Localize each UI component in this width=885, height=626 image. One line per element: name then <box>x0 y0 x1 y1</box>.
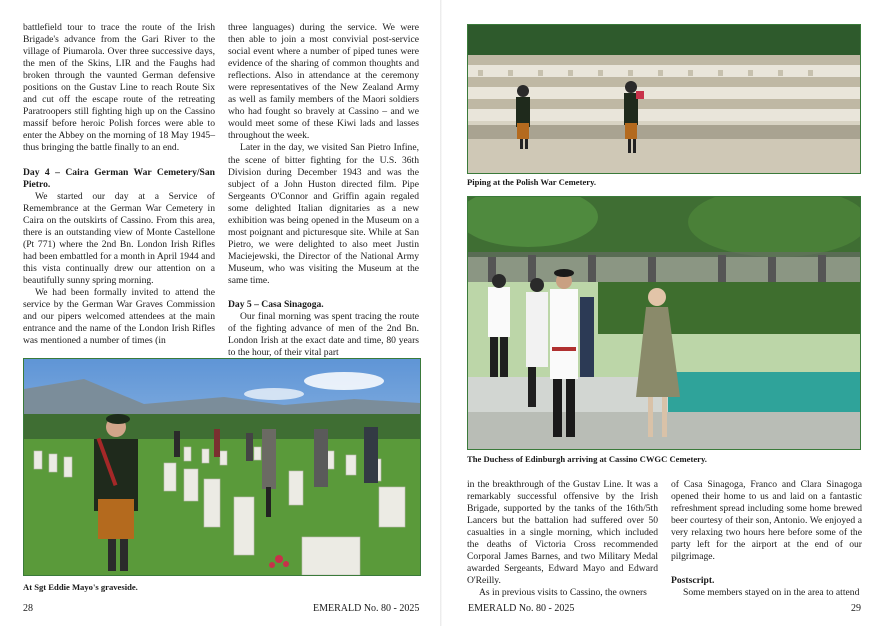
right-column-2 <box>671 479 862 599</box>
left-page-number: 28 <box>23 603 33 614</box>
polish-cemetery-photo <box>467 24 861 174</box>
day5-paragraph: Our final morning was spent tracing the route of the fighting advance of men of the 2nd Bn. London Irish at the exact date and time, 80 years to the hour, of their vital part <box>228 311 419 359</box>
postscript-paragraph: Some members stayed on in the area to attend <box>683 587 860 599</box>
casa-sinagoga-paragraph: As in previous visits to Cassino, the owners <box>479 587 647 599</box>
day4-paragraph-2: We had been formally invited to attend the service by the German War Graves Commission and our pipers welcomed attendees at the main entrance and the name of the London Irish Rifles was mentioned a number of times (in <box>23 286 215 347</box>
day4-heading: Day 4 – Caira German War Cemetery/San Pietro. <box>23 166 215 190</box>
right-col2-continued-paragraph: of Casa Sinagoga, Franco and Clara Sinagoga opened their home to us and laid on a fantastic refreshment spread including some home brewed beer courtesy of their son, Antonio. We enjoyed a very relaxing two hours here before some of the party left for the airport at the end of our pilgrimage. <box>671 479 862 563</box>
left-column-2 <box>228 22 419 359</box>
right-page-number: 29 <box>851 603 861 614</box>
right-col1-continued-paragraph: in the breakthrough of the Gustav Line. It was a remarkably successful offensive by the Irish Brigade, supported by the tanks of the 16th/5th Lancers but the battalion had suffered over 50 casualties in a single morning, which included the deaths of Victoria Cross recommended Corporal James Barnes, and two Military Medal awarded Sergeants, Edward Mayo and Edward O'Reilly. <box>467 479 658 587</box>
day5-heading: Day 5 – Casa Sinagoga. <box>228 299 324 311</box>
duchess-caption: The Duchess of Edinburgh arriving at Cassino CWGC Cemetery. <box>467 454 707 464</box>
polish-cemetery-caption: Piping at the Polish War Cemetery. <box>467 177 597 187</box>
postscript-heading: Postscript. <box>671 575 715 587</box>
left-page <box>0 0 441 626</box>
left-col2-continued-paragraph: three languages) during the service. We were then able to join a most convivial post-service social event where a number of piped tunes were evidence of the sharing of common thoughts and reflections. Also in attendance at the ceremony were representatives of the New Zealand Army as well as family members of the Maori soldiers who had fought so bravely at Cassino – and we would meet some of these Kiwi lads and lasses throughout the week. <box>228 22 419 142</box>
right-column-1 <box>467 479 658 599</box>
right-magazine-footer: EMERALD No. 80 - 2025 <box>468 603 575 614</box>
day4-paragraph-1: We started our day at a Service of Remembrance at the German War Cemetery in Caira on the outskirts of Cassino. From this area, there is an outstanding view of Monte Castellone (Pt 771) where the 2nd Bn. London Irish Rifles had been embattled for a month in April 1944 and this vista continually drew our attention on a beautifully sunny spring morning. <box>23 190 215 286</box>
graveside-caption: At Sgt Eddie Mayo's graveside. <box>23 582 138 592</box>
left-magazine-footer: EMERALD No. 80 - 2025 <box>313 603 420 614</box>
right-page <box>442 0 885 626</box>
duchess-arrival-photo <box>467 196 861 450</box>
san-pietro-paragraph: Later in the day, we visited San Pietro Infine, the scene of bitter fighting for the U.S. 36th Division during December 1943 and was the subject of a John Huston directed film. Pipe Sergeants O'Connor and Griffin again regaled some delighted Italian dignitaries as a new exhibition was being opened in the Museum on a most poignant and picturesque site. While at San Pietro, we were delighted to also meet Justin Maciejewski, the Director of the National Army Museum, who was visiting the Museum at the same time. <box>228 142 419 286</box>
left-col1-continued-paragraph: battlefield tour to trace the route of the Irish Brigade's advance from the Gari River to the village of Piumarola. Over three successive days, the men of the Skins, LIR and the Faughs had broken through the vaunted German defensive positions on the Gustav Line to reach Route Six and cut off the escape route of the retreating Paratroopers still fighting high up on the Cassino massif before heroic Polish forces were able to enter the Abbey on the morning of 18 May 1945– thus bringing the battle finally to an end. <box>23 22 215 154</box>
left-column-1 <box>23 22 215 347</box>
graveside-photo <box>23 358 421 576</box>
